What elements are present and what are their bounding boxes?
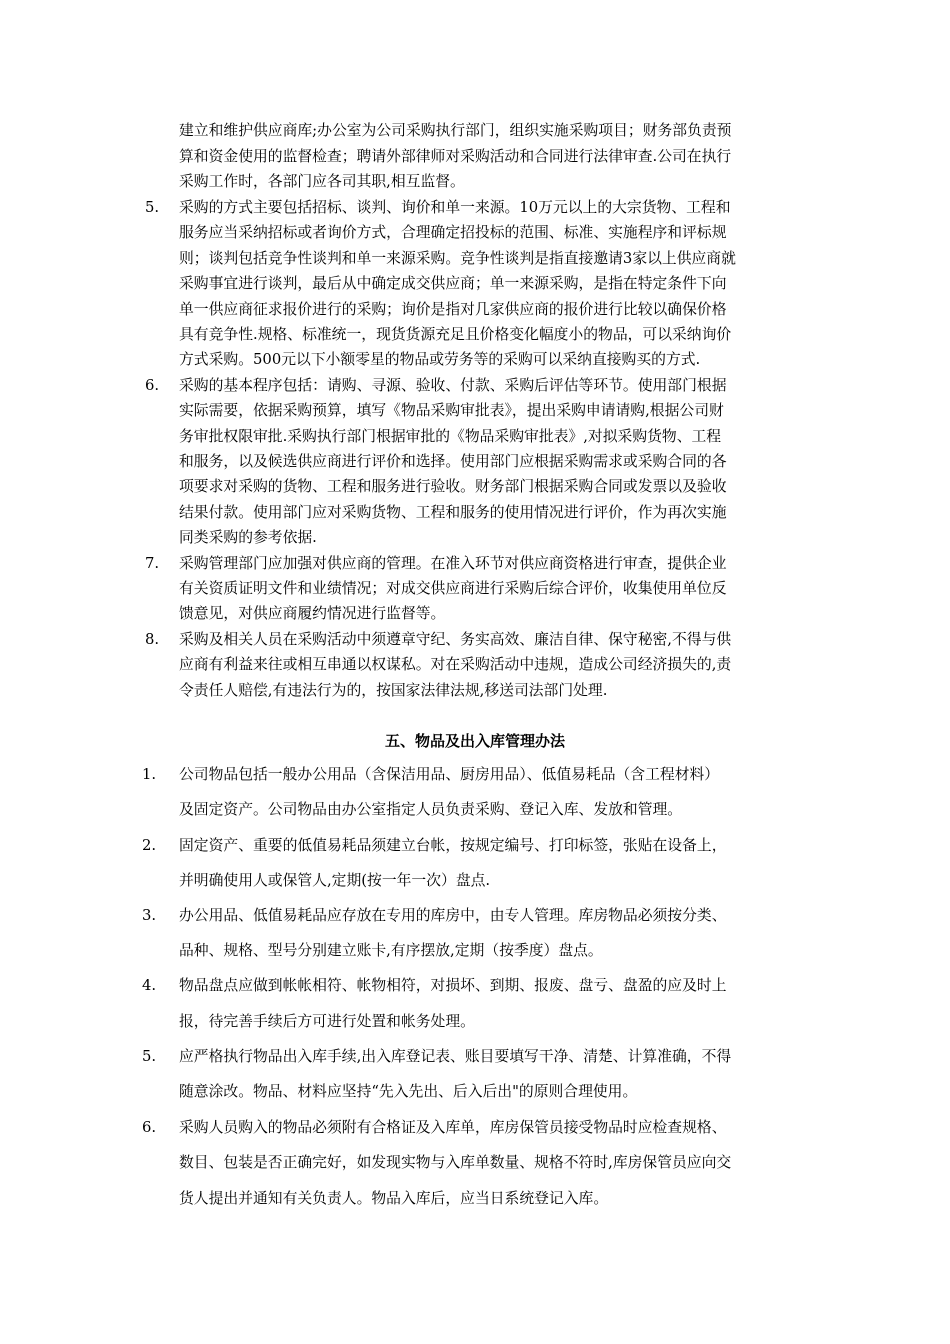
item-number: 5.: [142, 1048, 157, 1065]
text-line: 办公用品、低值易耗品应存放在专用的库房中，由专人管理。库房物品必须按分类、: [179, 907, 727, 924]
text-line: 应严格执行物品出入库手续,出入库登记表、账目要填写干净、清楚、计算准确，不得: [179, 1048, 732, 1065]
item-number: 7.: [145, 555, 160, 572]
text-line: 具有竞争性.规格、标准统一，现货货源充足且价格变化幅度小的物品，可以采纳询价: [179, 326, 732, 343]
text-line: 建立和维护供应商库;办公室为公司采购执行部门，组织实施采购项目；财务部负责预: [179, 122, 732, 139]
text-line: 采购管理部门应加强对供应商的管理。在准入环节对供应商资格进行审查，提供企业: [179, 555, 727, 572]
text-line: 实际需要，依据采购预算，填写《物品采购审批表》，提出采购申请请购,根据公司财: [179, 402, 724, 419]
text-line: 和服务，以及候选供应商进行评价和选择。使用部门应根据采购需求或采购合同的各: [179, 453, 727, 470]
text-line: 固定资产、重要的低值易耗品须建立台帐，按规定编号、打印标签，张贴在设备上，: [179, 837, 727, 854]
text-line: 货人提出并通知有关负责人。物品入库后，应当日系统登记入库。: [179, 1190, 609, 1207]
text-line: 并明确使用人或保管人,定期(按一年一次）盘点.: [179, 872, 491, 889]
text-line: 公司物品包括一般办公用品（含保洁用品、厨房用品）、低值易耗品（含工程材料）: [179, 766, 720, 783]
text-line: 随意涂改。物品、材料应坚持“先入先出、后入后出"的原则合理使用。: [179, 1083, 638, 1100]
item-number: 6.: [145, 377, 160, 394]
item-number: 4.: [142, 977, 157, 994]
text-line: 服务应当采纳招标或者询价方式，合理确定招投标的范围、标准、实施程序和评标规: [179, 224, 727, 241]
text-line: 采购工作时，各部门应各司其职,相互监督。: [179, 173, 465, 190]
text-line: 同类采购的参考依据.: [179, 529, 317, 546]
item-number: 6.: [142, 1119, 157, 1136]
text-line: 令责任人赔偿,有违法行为的，按国家法律法规,移送司法部门处理.: [179, 682, 608, 699]
text-line: 有关资质证明文件和业绩情况；对成交供应商进行采购后综合评价，收集使用单位反: [179, 580, 727, 597]
text-line: 品种、规格、型号分别建立账卡,有序摆放,定期（按季度）盘点。: [179, 942, 603, 959]
text-line: 数目、包装是否正确完好，如发现实物与入库单数量、规格不符时,库房保管员应向交: [179, 1154, 732, 1171]
item-number: 2.: [142, 837, 157, 854]
text-line: 方式采购。500元以下小额零星的物品或劳务等的采购可以采纳直接购买的方式.: [179, 351, 701, 368]
text-line: 结果付款。使用部门应对采购货物、工程和服务的使用情况进行评价，作为再次实施: [179, 504, 727, 521]
text-line: 单一供应商征求报价进行的采购；询价是指对几家供应商的报价进行比较以确保价格: [179, 301, 727, 318]
item-number: 8.: [145, 631, 160, 648]
item-number: 1.: [142, 766, 157, 783]
text-line: 馈意见，对供应商履约情况进行监督等。: [179, 605, 446, 622]
text-line: 物品盘点应做到帐帐相符、帐物相符，对损坏、到期、报废、盘亏、盘盈的应及时上: [179, 977, 727, 994]
text-line: 及固定资产。公司物品由办公室指定人员负责采购、登记入库、发放和管理。: [179, 801, 683, 818]
text-line: 应商有利益来往或相互串通以权谋私。对在采购活动中违规，造成公司经济损失的,责: [179, 656, 732, 673]
item-number: 3.: [142, 907, 157, 924]
text-line: 务审批权限审批.采购执行部门根据审批的《物品采购审批表》,对拟采购货物、工程: [179, 428, 722, 445]
item-number: 5.: [145, 199, 160, 216]
text-line: 项要求对采购的货物、工程和服务进行验收。财务部门根据采购合同或发票以及验收: [179, 478, 727, 495]
text-line: 采购的方式主要包括招标、谈判、询价和单一来源。10万元以上的大宗货物、工程和: [179, 199, 731, 216]
text-line: 算和资金使用的监督检查；聘请外部律师对采购活动和合同进行法律审查.公司在执行: [179, 148, 732, 165]
text-line: 则；谈判包括竞争性谈判和单一来源采购。竞争性谈判是指直接邀请3家以上供应商就: [179, 250, 736, 267]
section-heading: 五、物品及出入库管理办法: [384, 732, 565, 750]
text-line: 报，待完善手续后方可进行处置和帐务处理。: [179, 1013, 475, 1030]
text-line: 采购人员购入的物品必须附有合格证及入库单，库房保管员接受物品时应检查规格、: [179, 1119, 727, 1136]
text-line: 采购的基本程序包括：请购、寻源、验收、付款、采购后评估等环节。使用部门根据: [179, 377, 727, 394]
text-line: 采购事宜进行谈判，最后从中确定成交供应商；单一来源采购，是指在特定条件下向: [179, 275, 727, 292]
text-line: 采购及相关人员在采购活动中须遵章守纪、务实高效、廉洁自律、保守秘密,不得与供: [179, 631, 732, 648]
